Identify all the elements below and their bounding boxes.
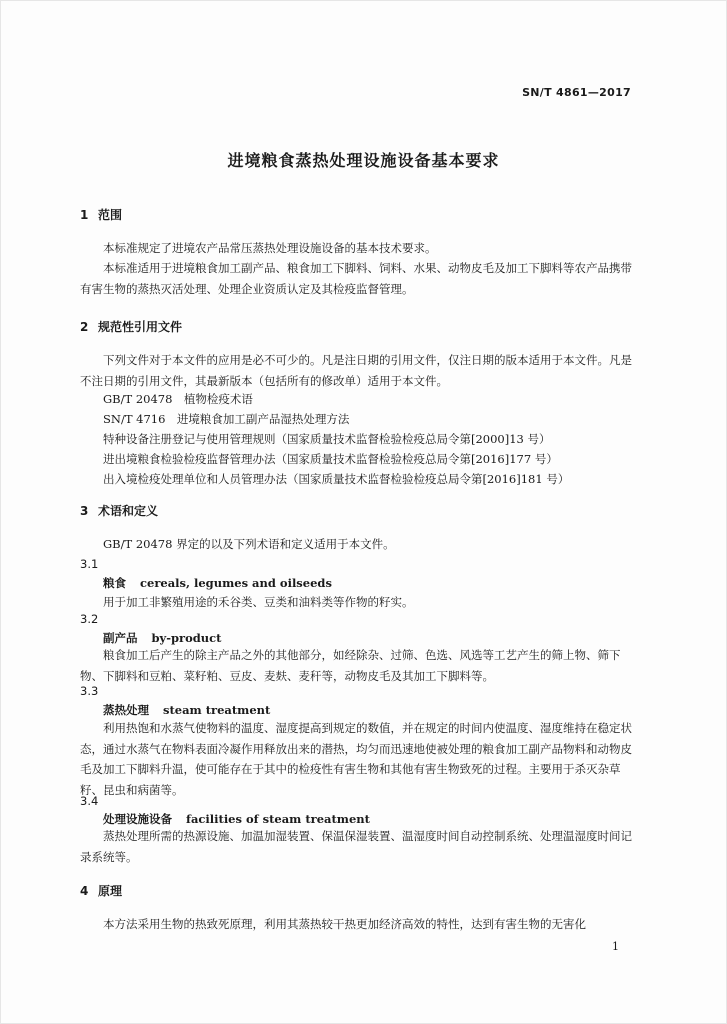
section-title: 原理 bbox=[98, 884, 123, 898]
section-heading-principle bbox=[80, 882, 122, 899]
term-heading: 处理设施设备 facilities of steam treatment bbox=[103, 812, 370, 826]
term-heading: 蒸热处理 steam treatment bbox=[103, 703, 271, 717]
term-number: 3.2 bbox=[80, 612, 99, 626]
section-number: 3 bbox=[80, 504, 89, 518]
term-heading: 副产品 by-product bbox=[103, 631, 222, 645]
term-number: 3.4 bbox=[80, 794, 99, 808]
term-definition: 用于加工非繁殖用途的禾谷类、豆类和油料类等作物的籽实。 bbox=[103, 595, 414, 609]
reference-item: SN/T 4716 进境粮食加工副产品湿热处理方法 bbox=[103, 412, 350, 426]
section-title: 范围 bbox=[98, 208, 123, 222]
section-number: 1 bbox=[80, 208, 89, 222]
section-title: 规范性引用文件 bbox=[98, 320, 183, 334]
document-title: 进境粮食蒸热处理设施设备基本要求 bbox=[227, 151, 500, 170]
section-title: 术语和定义 bbox=[98, 504, 159, 518]
term-definition: 粮食加工后产生的除主产品之外的其他部分，如经除杂、过筛、色选、风选等工艺产生的筛上物、筛下物、下脚料和豆粕、菜籽粕、豆皮、麦麸、麦秆等，动物皮毛及其加工下脚料等。 bbox=[80, 648, 621, 683]
standard-code: SN/T 4861—2017 bbox=[522, 86, 631, 99]
page-number: 1 bbox=[612, 940, 619, 953]
section-heading-terms-definitions bbox=[80, 502, 158, 519]
reference-item: 特种设备注册登记与使用管理规则（国家质量技术监督检验检疫总局令第[2000]13 号） bbox=[103, 432, 551, 446]
principle-paragraph: 本方法采用生物的热致死原理，利用其蒸热较干热更加经济高效的特性，达到有害生物的无害化 bbox=[103, 917, 586, 931]
terms-intro: GB/T 20478 界定的以及下列术语和定义适用于本文件。 bbox=[103, 537, 395, 551]
term-number: 3.1 bbox=[80, 557, 99, 571]
section-number: 2 bbox=[80, 320, 89, 334]
references-intro-paragraph: 下列文件对于本文件的应用是必不可少的。凡是注日期的引用文件，仅注日期的版本适用于本文件。凡是不注日期的引用文件，其最新版本（包括所有的修改单）适用于本文件。 bbox=[80, 353, 632, 388]
term-number: 3.3 bbox=[80, 684, 99, 698]
term-definition: 蒸热处理所需的热源设施、加温加湿装置、保温保湿装置、温湿度时间自动控制系统、处理温湿度时间记录系统等。 bbox=[80, 829, 632, 864]
reference-item: 出入境检疫处理单位和人员管理办法（国家质量技术监督检验检疫总局令第[2016]181 号） bbox=[103, 472, 570, 486]
section-heading-normative-references bbox=[80, 318, 182, 335]
scope-paragraph-1: 本标准规定了进境农产品常压蒸热处理设施设备的基本技术要求。 bbox=[103, 241, 437, 255]
term-definition: 利用热饱和水蒸气使物料的温度、湿度提高到规定的数值，并在规定的时间内使温度、湿度维持在稳定状态，通过水蒸气在物料表面冷凝作用释放出来的潜热，均匀而迅速地使被处理的粮食加工副产品物料和动物皮毛及加工下脚料升温，使可能存在于其中的检疫性有害生物和其他有害生物致死的过程。主要用于杀灭杂草籽、昆虫和病菌等。 bbox=[80, 721, 632, 797]
scope-paragraph-2: 本标准适用于进境粮食加工副产品、粮食加工下脚料、饲料、水果、动物皮毛及加工下脚料等农产品携带有害生物的蒸热灭活处理、处理企业资质认定及其检疫监督管理。 bbox=[80, 261, 632, 296]
section-heading-scope bbox=[80, 206, 122, 223]
reference-item: GB/T 20478 植物检疫术语 bbox=[103, 392, 253, 406]
section-number: 4 bbox=[80, 884, 89, 898]
term-heading: 粮食 cereals, legumes and oilseeds bbox=[103, 576, 332, 590]
reference-item: 进出境粮食检验检疫监督管理办法（国家质量技术监督检验检疫总局令第[2016]177 号） bbox=[103, 452, 558, 466]
